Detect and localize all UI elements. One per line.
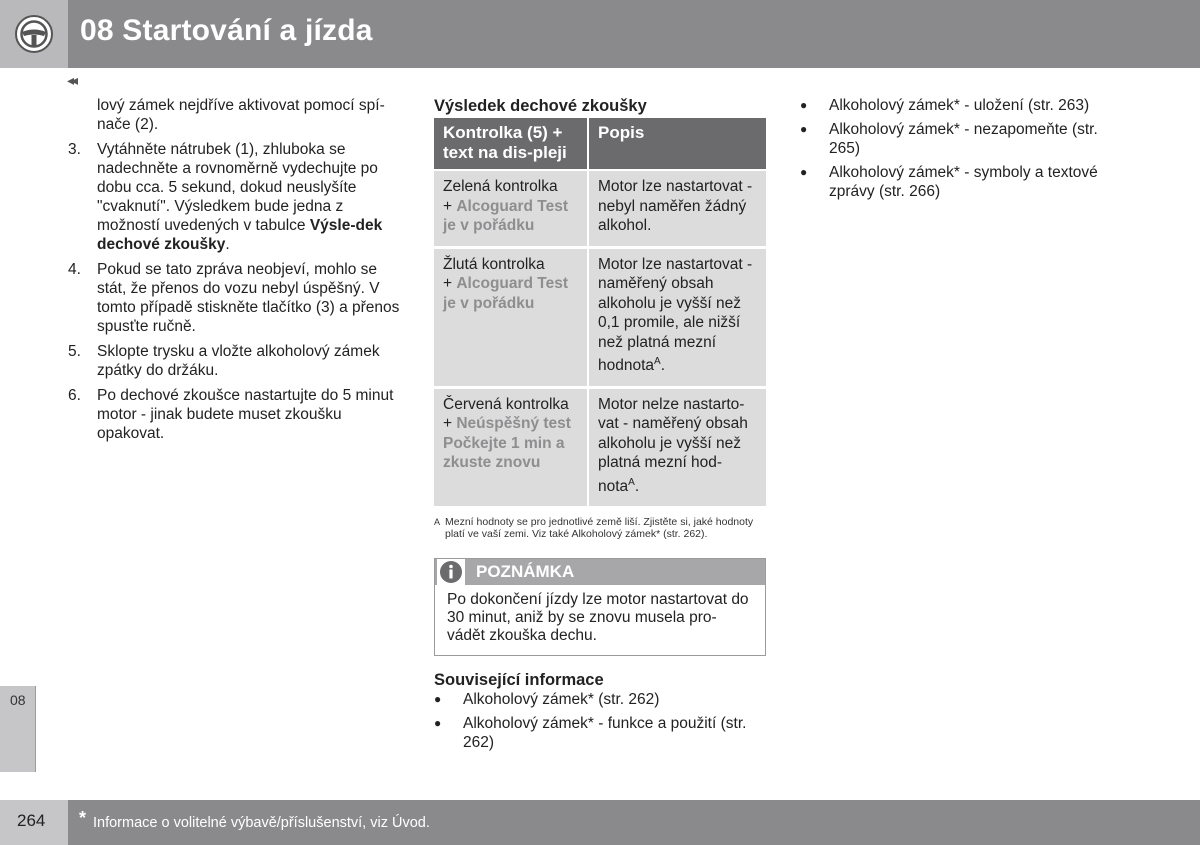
related-link[interactable]: Alkoholový zámek* - funkce a použití (str. 262) bbox=[463, 715, 747, 752]
plus-sign: + bbox=[443, 415, 457, 433]
column-header-description: Popis bbox=[588, 118, 766, 170]
chapter-title: 08 Startování a jízda bbox=[80, 14, 373, 47]
steering-wheel-icon bbox=[14, 14, 54, 54]
step-text-part: Vytáhněte nátrubek (1), zhluboka se nadechněte a rovnoměrně vydechujte po dobu cca. 5 sekund, dokud neuslyšíte "cvaknutí". Výsledkem bude jedna z možností uvedených v tabulce bbox=[97, 141, 378, 234]
indicator-cell bbox=[434, 247, 588, 387]
chapter-icon-box bbox=[0, 0, 68, 68]
display-message: Alcoguard Test je v pořádku bbox=[443, 197, 569, 234]
table-row bbox=[434, 170, 766, 247]
asterisk-mark: * bbox=[79, 808, 87, 828]
bullet-icon: ● bbox=[800, 165, 808, 179]
footnote-ref: A bbox=[628, 476, 635, 488]
middle-column bbox=[434, 96, 766, 757]
instruction-steps bbox=[68, 96, 403, 449]
related-links-list-continued bbox=[800, 96, 1130, 201]
list-item bbox=[434, 714, 766, 752]
step-text bbox=[97, 140, 403, 254]
description-cell bbox=[588, 387, 766, 508]
footnote-ref: A bbox=[654, 356, 661, 367]
lamp-label: Zelená kontrolka bbox=[443, 178, 558, 195]
page-number: 264 bbox=[17, 811, 46, 830]
bullet-icon: ● bbox=[800, 98, 808, 112]
table-row bbox=[434, 247, 766, 387]
page-footer bbox=[68, 800, 1200, 845]
footnote-mark: A bbox=[434, 517, 441, 528]
step-text: Sklopte trysku a vložte alkoholový zámek zpátky do držáku. bbox=[97, 343, 380, 379]
info-icon-box bbox=[437, 559, 465, 585]
description-cell: Motor lze nastartovat - nebyl naměřen žádný alkohol. bbox=[588, 170, 766, 247]
related-link[interactable]: Alkoholový zámek* - symboly a textové zprávy (str. 266) bbox=[829, 164, 1098, 200]
related-links-list bbox=[434, 690, 766, 752]
related-info-title: Související informace bbox=[434, 671, 604, 690]
step-text-end: . bbox=[225, 236, 230, 253]
step-text: Po dechové zkoušce nastartujte do 5 minut motor - jinak budete muset zkoušku opakovat. bbox=[97, 387, 394, 442]
list-item bbox=[800, 120, 1130, 158]
step-number: 4. bbox=[68, 261, 81, 278]
indicator-cell bbox=[434, 387, 588, 508]
list-item bbox=[434, 690, 766, 709]
step-text: Pokud se tato zpráva neobjeví, mohlo se stát, že přenos do vozu nebyl úspěšný. V tomto případě stiskněte tlačítko (3) a přenos spusťte ručně. bbox=[97, 261, 400, 335]
right-column bbox=[800, 96, 1130, 206]
note-box bbox=[434, 558, 766, 656]
list-item bbox=[800, 96, 1130, 115]
note-header bbox=[435, 559, 765, 585]
note-text: Po dokončení jízdy lze motor nastartovat do 30 minut, aniž by se znovu musela pro-vádět zkouška dechu. bbox=[447, 591, 749, 645]
description-text: Motor lze nastartovat - naměřený obsah alkoholu je vyšší než 0,1 promile, ale nižší než platná mezní hodnota bbox=[598, 255, 753, 375]
description-cell bbox=[588, 247, 766, 387]
step-4 bbox=[68, 260, 403, 336]
list-item bbox=[800, 163, 1130, 201]
table-reference: Výsle-dek dechové zkoušky bbox=[97, 217, 383, 253]
chapter-tab[interactable] bbox=[0, 686, 36, 772]
lamp-label: Žlutá kontrolka bbox=[443, 255, 545, 273]
note-label: POZNÁMKA bbox=[476, 562, 575, 582]
plus-sign: + bbox=[443, 275, 457, 292]
page-header bbox=[0, 0, 1200, 68]
display-message: Alcoguard Test je v pořádku bbox=[443, 275, 569, 312]
bullet-icon: ● bbox=[434, 716, 442, 731]
page-number-box bbox=[0, 800, 68, 845]
results-table bbox=[434, 118, 766, 509]
step-number: 5. bbox=[68, 343, 81, 360]
table-header-row bbox=[434, 118, 766, 170]
step-6 bbox=[68, 386, 403, 443]
table-row bbox=[434, 387, 766, 508]
related-link[interactable]: Alkoholový zámek* (str. 262) bbox=[463, 691, 660, 709]
footnote-text: Mezní hodnoty se pro jednotlivé země liší. Zjistěte si, jaké hodnoty platí ve vaší zemi. Viz také Alkoholový zámek* (str. 262). bbox=[445, 516, 754, 540]
description-text: Motor nelze nastarto-vat - naměřený obsah alkoholu je vyšší než platná mezní hod-nota bbox=[598, 395, 748, 495]
continued-paragraph: lový zámek nejdříve aktivovat pomocí spí-nače (2). bbox=[97, 97, 385, 133]
bullet-icon: ● bbox=[800, 122, 808, 136]
column-header-indicator: Kontrolka (5) + text na dis-pleji bbox=[434, 118, 588, 170]
step-number: 3. bbox=[68, 141, 81, 158]
step-number: 6. bbox=[68, 387, 81, 404]
results-section-title: Výsledek dechové zkoušky bbox=[434, 97, 647, 115]
lamp-label: Červená kontrolka bbox=[443, 395, 569, 413]
description-end: . bbox=[634, 477, 640, 495]
related-link[interactable]: Alkoholový zámek* - nezapomeňte (str. 265) bbox=[829, 121, 1098, 157]
info-icon bbox=[439, 560, 463, 584]
step-5 bbox=[68, 342, 403, 380]
description-end: . bbox=[660, 357, 666, 375]
footer-note: Informace o volitelné výbavě/příslušenství, viz Úvod. bbox=[93, 815, 430, 831]
continued-from-previous-marker: ◂◂ bbox=[67, 72, 76, 88]
table-footnote bbox=[434, 517, 766, 540]
display-message: Neúspěšný test Počkejte 1 min a zkuste znovu bbox=[443, 415, 571, 472]
chapter-tab-label: 08 bbox=[10, 692, 26, 708]
step-3 bbox=[68, 140, 403, 254]
indicator-cell bbox=[434, 170, 588, 247]
related-link[interactable]: Alkoholový zámek* - uložení (str. 263) bbox=[829, 97, 1090, 114]
bullet-icon: ● bbox=[434, 692, 442, 707]
plus-sign: + bbox=[443, 197, 457, 215]
